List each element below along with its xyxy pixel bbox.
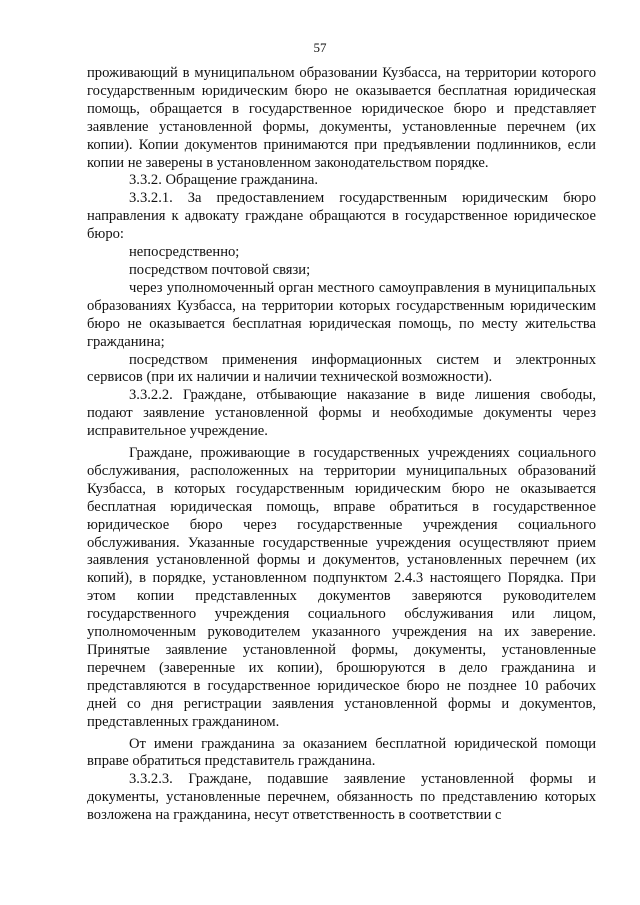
paragraph-body: От имени гражданина за оказанием бесплатной юридической помощи вправе обратиться представитель гражданина. xyxy=(87,735,596,770)
list-item-local-authority: через уполномоченный орган местного самоуправления в муниципальных образованиях Кузбасса, на территории которых государственным юридическим бюро не оказывается бесплатная юридическая помощь, по месту жительства гражданина; xyxy=(87,279,596,350)
list-item-direct: непосредственно; xyxy=(129,244,240,261)
paragraph-body: Граждане, проживающие в государственных учреждениях социального обслуживания, расположенных на территории муниципальных образований Кузбасса, в которых государственным юридическим бюро не оказывается бесплатная юридическая помощь, вправе обратиться в государственное юридическое бюро через государственные учреждения социального обслуживания. Указанные государственные учреждения осуществляют прием заявления установленной формы и документов, установленных перечнем (их копий), в порядке, установленном подпунктом 2.4.3 настоящего Порядка. При этом копии представленных документов заверяются руководителем государственного учреждения социального обслуживания или лицом, уполномоченным руководителем указанного учреждения на их заверение. Принятые заявление установленной формы, документы, установленные перечнем (заверенные их копии), брошюруются в дело гражданина и представляются в государственное юридическое бюро не позднее 10 рабочих дней со дня регистрации заявления установленной формы и документов, представленных гражданином. xyxy=(87,445,596,730)
page-number: 57 xyxy=(313,40,327,55)
paragraph-clause: 3.3.2.3. Граждане, подавшие заявление установленной формы и документы, установленные перечнем, обязанность по представлению которых возложена на гражданина, несут ответственность в соответствии с xyxy=(87,771,596,824)
list-item-postal: посредством почтовой связи; xyxy=(129,261,311,278)
paragraph-clause: 3.3.2.2. Граждане, отбывающие наказание в виде лишения свободы, подают заявление установленной формы и необходимые документы через исправительное учреждение. xyxy=(87,387,596,440)
document-body xyxy=(87,65,596,825)
list-item-electronic: посредством применения информационных систем и электронных сервисов (при их наличии и наличии технической возможности). xyxy=(87,351,596,386)
paragraph-clause: 3.3.2.1. За предоставлением государственным юридическим бюро направления к адвокату граждане обращаются в государственное юридическое бюро: xyxy=(87,190,596,243)
paragraph-continuation: проживающий в муниципальном образовании Кузбасса, на территории которого государственным юридическим бюро не оказывается бесплатная юридическая помощь, обращается в государственное юридическое бюро и представляет заявление установленной формы, документы, установленные перечнем (их копии). Копии документов принимаются при предъявлении подлинников, если копии не заверены в установленном законодательством порядке. xyxy=(87,65,596,171)
paragraph-section-heading: 3.3.2. Обращение гражданина. xyxy=(129,172,318,189)
